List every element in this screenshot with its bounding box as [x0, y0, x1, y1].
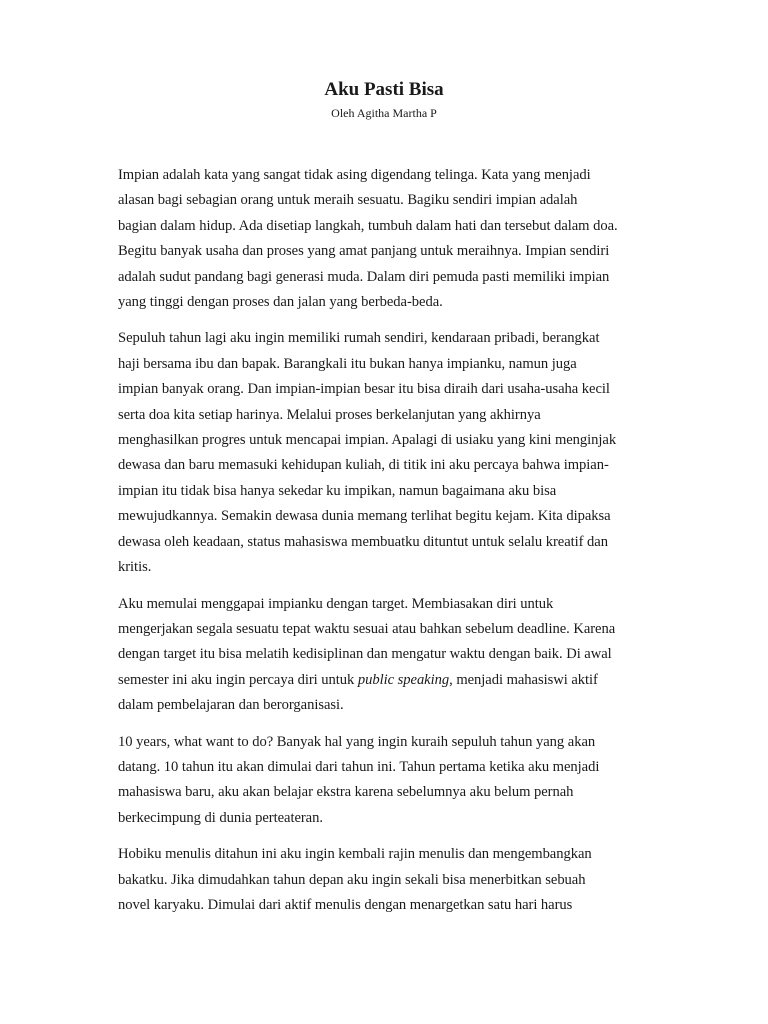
emphasis-text: public speaking,: [357, 671, 453, 688]
paragraph-5: [118, 842, 658, 918]
text-line: yang tinggi dengan proses dan jalan yang berbeda-beda.: [118, 294, 443, 311]
paragraph-2: [118, 326, 658, 580]
text-line: berkecimpung di dunia perteateran.: [118, 809, 323, 826]
text-segment: semester ini aku ingin percaya diri untuk: [118, 671, 358, 688]
text-line: kritis.: [118, 559, 152, 576]
text-line: dalam pembelajaran dan berorganisasi.: [118, 697, 344, 714]
text-line: Aku memulai menggapai impianku dengan target. Membiasakan diri untuk: [118, 595, 554, 612]
text-line: Sepuluh tahun lagi aku ingin memiliki rumah sendiri, kendaraan pribadi, berangkat: [118, 330, 600, 347]
text-line: mewujudkannya. Semakin dewasa dunia memang terlihat begitu kejam. Kita dipaksa: [118, 508, 611, 525]
text-line: bakatku. Jika dimudahkan tahun depan aku ingin sekali bisa menerbitkan sebuah: [118, 871, 586, 888]
paragraph-4: [118, 730, 658, 832]
text-segment: menjadi mahasiswi aktif: [452, 671, 598, 688]
text-line: alasan bagi sebagian orang untuk meraih sesuatu. Bagiku sendiri impian adalah: [118, 192, 578, 209]
text-line: dewasa oleh keadaan, status mahasiswa membuatku dituntut untuk selalu kreatif dan: [118, 533, 608, 550]
paragraph-1: [118, 163, 658, 315]
text-line: Impian adalah kata yang sangat tidak asing digendang telinga. Kata yang menjadi: [118, 167, 591, 183]
text-line: impian itu tidak bisa hanya sekedar ku impikan, namun bagaimana aku bisa: [118, 482, 557, 499]
text-line: mengerjakan segala sesuatu tepat waktu sesuai atau bahkan sebelum deadline. Karena: [118, 620, 616, 637]
paragraph-3: [118, 592, 658, 719]
text-line: Hobiku menulis ditahun ini aku ingin kembali rajin menulis dan mengembangkan: [118, 846, 592, 863]
document-author: Oleh Agitha Martha P: [331, 106, 437, 120]
text-line: dewasa dan baru memasuki kehidupan kuliah, di titik ini aku percaya bahwa impian-: [118, 457, 609, 474]
text-line: haji bersama ibu dan bapak. Barangkali itu bukan hanya impianku, namun juga: [118, 355, 577, 372]
text-line: adalah sudut pandang bagi generasi muda. Dalam diri pemuda pasti memiliki impian: [118, 268, 610, 285]
text-line: dengan target itu bisa melatih kedisiplinan dan mengatur waktu dengan baik. Di awal: [118, 646, 612, 663]
document-title: Aku Pasti Bisa: [324, 79, 444, 100]
text-line: mahasiswa baru, aku akan belajar ekstra karena sebelumnya aku belum pernah: [118, 784, 574, 801]
text-line: impian banyak orang. Dan impian-impian besar itu bisa diraih dari usaha-usaha kecil: [118, 381, 610, 398]
text-line: serta doa kita setiap harinya. Melalui proses berkelanjutan yang akhirnya: [118, 406, 541, 423]
text-line: [118, 668, 658, 693]
text-line: bagian dalam hidup. Ada disetiap langkah, tumbuh dalam hati dan tersebut dalam doa.: [118, 217, 618, 234]
document-body: [118, 163, 658, 929]
text-line: Begitu banyak usaha dan proses yang amat panjang untuk meraihnya. Impian sendiri: [118, 243, 610, 260]
text-line: menghasilkan progres untuk mencapai impian. Apalagi di usiaku yang kini menginjak: [118, 432, 617, 449]
text-line: datang. 10 tahun itu akan dimulai dari tahun ini. Tahun pertama ketika aku menjadi: [118, 758, 600, 775]
text-line: 10 years, what want to do? Banyak hal yang ingin kuraih sepuluh tahun yang akan: [118, 733, 596, 750]
text-line: novel karyaku. Dimulai dari aktif menulis dengan menargetkan satu hari harus: [118, 896, 573, 913]
